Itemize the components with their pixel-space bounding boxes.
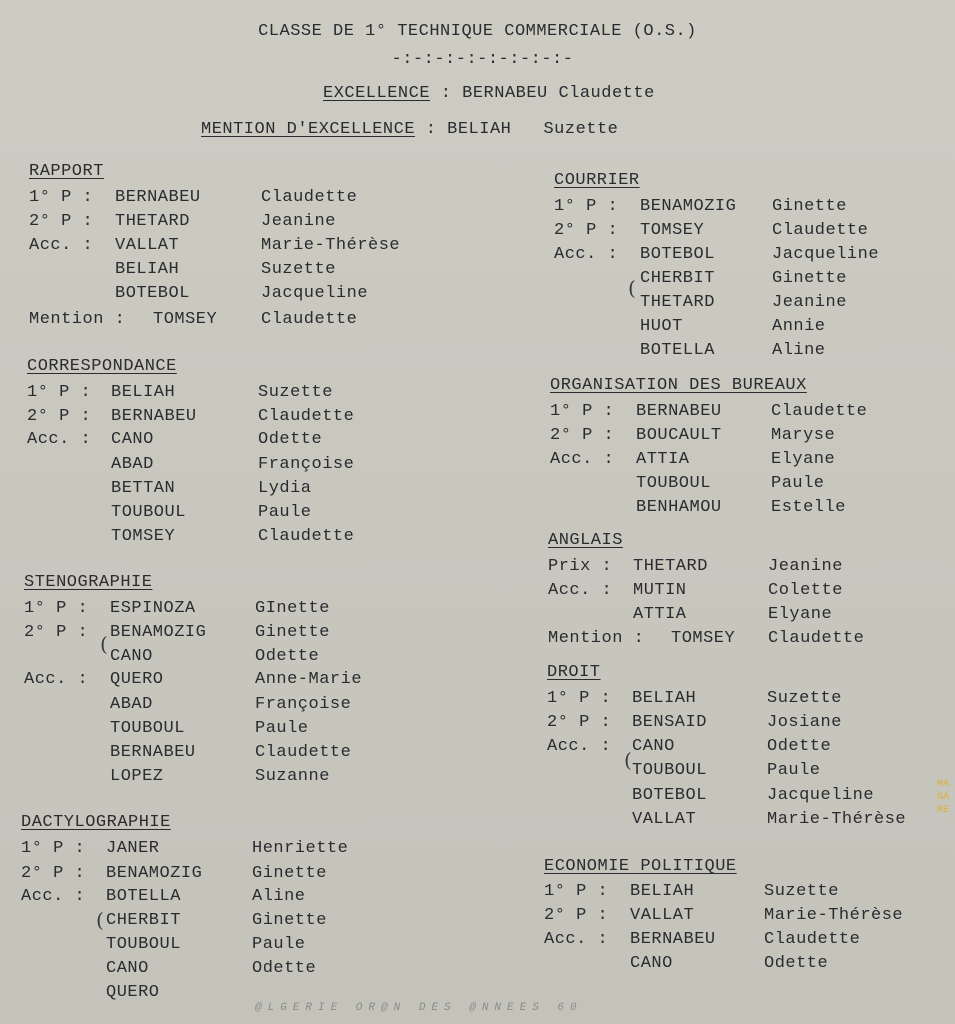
student-firstname: Claudette bbox=[261, 188, 358, 207]
student-firstname: Colette bbox=[768, 581, 843, 600]
student-firstname: Annie bbox=[772, 317, 826, 336]
student-surname: BOTELLA bbox=[640, 341, 715, 360]
section-heading: ORGANISATION DES BUREAUX bbox=[550, 376, 807, 395]
award-rank: 2° P : bbox=[547, 713, 612, 732]
student-firstname: Odette bbox=[258, 430, 323, 449]
student-firstname: Odette bbox=[764, 954, 829, 973]
student-surname: VALLAT bbox=[630, 906, 695, 925]
student-firstname: Jacqueline bbox=[261, 284, 369, 303]
student-surname: TOUBOUL bbox=[632, 761, 707, 780]
section-heading: STENOGRAPHIE bbox=[24, 573, 153, 592]
student-firstname: GInette bbox=[255, 599, 330, 618]
document-title: CLASSE DE 1° TECHNIQUE COMMERCIALE (O.S.) bbox=[258, 22, 697, 41]
student-firstname: Jeanine bbox=[772, 293, 847, 312]
student-surname: BERNABEU bbox=[110, 743, 196, 762]
award-rank: Acc. : bbox=[554, 245, 619, 264]
bracket-mark: ( bbox=[624, 748, 632, 772]
student-surname: TOMSEY bbox=[640, 221, 705, 240]
student-surname: CANO bbox=[110, 647, 153, 666]
student-firstname: Odette bbox=[252, 959, 317, 978]
student-surname: BERNABEU bbox=[111, 407, 197, 426]
student-firstname: Anne-Marie bbox=[255, 670, 363, 689]
award-rank: Acc. : bbox=[544, 930, 609, 949]
award-rank: Acc. : bbox=[550, 450, 615, 469]
student-firstname: Jacqueline bbox=[772, 245, 880, 264]
student-firstname: Claudette bbox=[764, 930, 861, 949]
student-surname: BOTEBOL bbox=[632, 786, 707, 805]
award-rank: Acc. : bbox=[29, 236, 94, 255]
title-separator: -:-:-:-:-:-:-:-:- bbox=[391, 50, 574, 69]
student-firstname: Ginette bbox=[772, 269, 847, 288]
award-rank: 1° P : bbox=[550, 402, 615, 421]
student-firstname: Elyane bbox=[771, 450, 836, 469]
student-firstname: Claudette bbox=[258, 407, 355, 426]
student-surname: ATTIA bbox=[633, 605, 687, 624]
award-rank: Prix : bbox=[548, 557, 613, 576]
award-rank: 2° P : bbox=[27, 407, 92, 426]
student-surname: BELIAH bbox=[115, 260, 180, 279]
student-firstname: Maryse bbox=[771, 426, 836, 445]
award-rank: 1° P : bbox=[29, 188, 94, 207]
section-heading: COURRIER bbox=[554, 171, 640, 190]
student-surname: BOTEBOL bbox=[115, 284, 190, 303]
section-heading: RAPPORT bbox=[29, 162, 104, 181]
student-firstname: Odette bbox=[255, 647, 320, 666]
student-surname: ABAD bbox=[110, 695, 153, 714]
award-rank: Acc. : bbox=[24, 670, 89, 689]
student-firstname: Jacqueline bbox=[767, 786, 875, 805]
section-heading: ECONOMIE POLITIQUE bbox=[544, 857, 737, 876]
student-surname: CANO bbox=[111, 430, 154, 449]
student-firstname: Paule bbox=[255, 719, 309, 738]
award-rank: 1° P : bbox=[24, 599, 89, 618]
student-surname: MUTIN bbox=[633, 581, 687, 600]
student-firstname: Paule bbox=[767, 761, 821, 780]
student-surname: BENAMOZIG bbox=[106, 864, 203, 883]
student-surname: VALLAT bbox=[632, 810, 697, 829]
student-firstname: Claudette bbox=[258, 527, 355, 546]
student-firstname: Ginette bbox=[772, 197, 847, 216]
student-firstname: Marie-Thérèse bbox=[767, 810, 907, 829]
student-surname: LOPEZ bbox=[110, 767, 164, 786]
award-rank: 1° P : bbox=[21, 839, 86, 858]
student-surname: CANO bbox=[106, 959, 149, 978]
student-surname: ESPINOZA bbox=[110, 599, 196, 618]
student-surname: BENAMOZIG bbox=[640, 197, 737, 216]
award-rank: 1° P : bbox=[554, 197, 619, 216]
award-rank: Acc. : bbox=[27, 430, 92, 449]
student-firstname: Françoise bbox=[258, 455, 355, 474]
student-firstname: Odette bbox=[767, 737, 832, 756]
student-firstname: Paule bbox=[258, 503, 312, 522]
student-surname: CHERBIT bbox=[106, 911, 181, 930]
student-firstname: Claudette bbox=[261, 310, 358, 329]
student-surname: TOMSEY bbox=[111, 527, 176, 546]
section-heading: CORRESPONDANCE bbox=[27, 357, 177, 376]
bracket-mark: ( bbox=[100, 632, 108, 656]
award-rank: Acc. : bbox=[21, 887, 86, 906]
student-surname: HUOT bbox=[640, 317, 683, 336]
section-heading: DACTYLOGRAPHIE bbox=[21, 813, 171, 832]
student-surname: THETARD bbox=[640, 293, 715, 312]
excellence-value: BERNABEU Claudette bbox=[462, 84, 655, 103]
student-surname: BENSAID bbox=[632, 713, 707, 732]
bracket-mark: ( bbox=[96, 908, 104, 932]
student-surname: CHERBIT bbox=[640, 269, 715, 288]
excellence-colon: : bbox=[430, 84, 463, 103]
student-surname: TOUBOUL bbox=[636, 474, 711, 493]
bracket-mark: ( bbox=[628, 276, 636, 300]
student-surname: BOTELLA bbox=[106, 887, 181, 906]
student-surname: JANER bbox=[106, 839, 160, 858]
mention-excellence-label: MENTION D'EXCELLENCE bbox=[201, 120, 416, 139]
mention-excellence-value: BELIAH Suzette bbox=[447, 120, 619, 139]
student-firstname: Claudette bbox=[255, 743, 352, 762]
student-surname: TOUBOUL bbox=[110, 719, 185, 738]
award-rank: 2° P : bbox=[550, 426, 615, 445]
student-surname: QUERO bbox=[106, 983, 160, 1002]
student-firstname: Josiane bbox=[767, 713, 842, 732]
student-firstname: Suzette bbox=[764, 882, 839, 901]
award-rank: 1° P : bbox=[27, 383, 92, 402]
award-rank: Acc. : bbox=[548, 581, 613, 600]
student-surname: BOUCAULT bbox=[636, 426, 722, 445]
student-surname: BOTEBOL bbox=[640, 245, 715, 264]
award-rank: 2° P : bbox=[554, 221, 619, 240]
student-surname: BERNABEU bbox=[115, 188, 201, 207]
student-surname: BENAMOZIG bbox=[110, 623, 207, 642]
excellence-label: EXCELLENCE bbox=[323, 84, 431, 103]
student-firstname: Marie-Thérèse bbox=[764, 906, 904, 925]
student-firstname: Claudette bbox=[768, 629, 865, 648]
student-surname: TOMSEY bbox=[671, 629, 736, 648]
student-firstname: Paule bbox=[771, 474, 825, 493]
award-rank: 2° P : bbox=[24, 623, 89, 642]
student-firstname: Aline bbox=[772, 341, 826, 360]
student-firstname: Ginette bbox=[252, 864, 327, 883]
student-firstname: Henriette bbox=[252, 839, 349, 858]
side-stamp: MAGARE bbox=[936, 779, 949, 816]
mention-excellence-line bbox=[201, 120, 618, 140]
student-firstname: Suzanne bbox=[255, 767, 330, 786]
student-surname: TOMSEY bbox=[153, 310, 218, 329]
award-rank: Mention : bbox=[548, 629, 645, 648]
student-firstname: Françoise bbox=[255, 695, 352, 714]
student-firstname: Suzette bbox=[261, 260, 336, 279]
student-firstname: Suzette bbox=[767, 689, 842, 708]
student-firstname: Ginette bbox=[252, 911, 327, 930]
student-surname: ATTIA bbox=[636, 450, 690, 469]
student-surname: CANO bbox=[632, 737, 675, 756]
student-surname: BETTAN bbox=[111, 479, 176, 498]
student-firstname: Estelle bbox=[771, 498, 846, 517]
award-rank: Acc. : bbox=[547, 737, 612, 756]
section-heading: DROIT bbox=[547, 663, 601, 682]
student-firstname: Ginette bbox=[255, 623, 330, 642]
student-surname: THETARD bbox=[633, 557, 708, 576]
excellence-line bbox=[323, 84, 655, 104]
student-surname: BELIAH bbox=[630, 882, 695, 901]
award-rank: Mention : bbox=[29, 310, 126, 329]
award-rank: 2° P : bbox=[21, 864, 86, 883]
student-surname: BERNABEU bbox=[630, 930, 716, 949]
section-heading: ANGLAIS bbox=[548, 531, 623, 550]
student-firstname: Claudette bbox=[771, 402, 868, 421]
student-firstname: Jeanine bbox=[261, 212, 336, 231]
student-firstname: Suzette bbox=[258, 383, 333, 402]
student-firstname: Elyane bbox=[768, 605, 833, 624]
student-firstname: Jeanine bbox=[768, 557, 843, 576]
award-rank: 2° P : bbox=[29, 212, 94, 231]
student-firstname: Aline bbox=[252, 887, 306, 906]
student-surname: VALLAT bbox=[115, 236, 180, 255]
student-surname: BENHAMOU bbox=[636, 498, 722, 517]
student-surname: BERNABEU bbox=[636, 402, 722, 421]
student-firstname: Claudette bbox=[772, 221, 869, 240]
student-surname: THETARD bbox=[115, 212, 190, 231]
footer-watermark: @LGERIE OR@N DES @NNEES 60 bbox=[255, 1002, 583, 1014]
student-surname: CANO bbox=[630, 954, 673, 973]
student-firstname: Lydia bbox=[258, 479, 312, 498]
award-rank: 1° P : bbox=[544, 882, 609, 901]
student-surname: BELIAH bbox=[632, 689, 697, 708]
student-surname: QUERO bbox=[110, 670, 164, 689]
student-firstname: Paule bbox=[252, 935, 306, 954]
student-surname: TOUBOUL bbox=[111, 503, 186, 522]
award-rank: 1° P : bbox=[547, 689, 612, 708]
student-surname: TOUBOUL bbox=[106, 935, 181, 954]
award-rank: 2° P : bbox=[544, 906, 609, 925]
student-surname: BELIAH bbox=[111, 383, 176, 402]
mention-excellence-colon: : bbox=[415, 120, 448, 139]
student-firstname: Marie-Thérèse bbox=[261, 236, 401, 255]
student-surname: ABAD bbox=[111, 455, 154, 474]
